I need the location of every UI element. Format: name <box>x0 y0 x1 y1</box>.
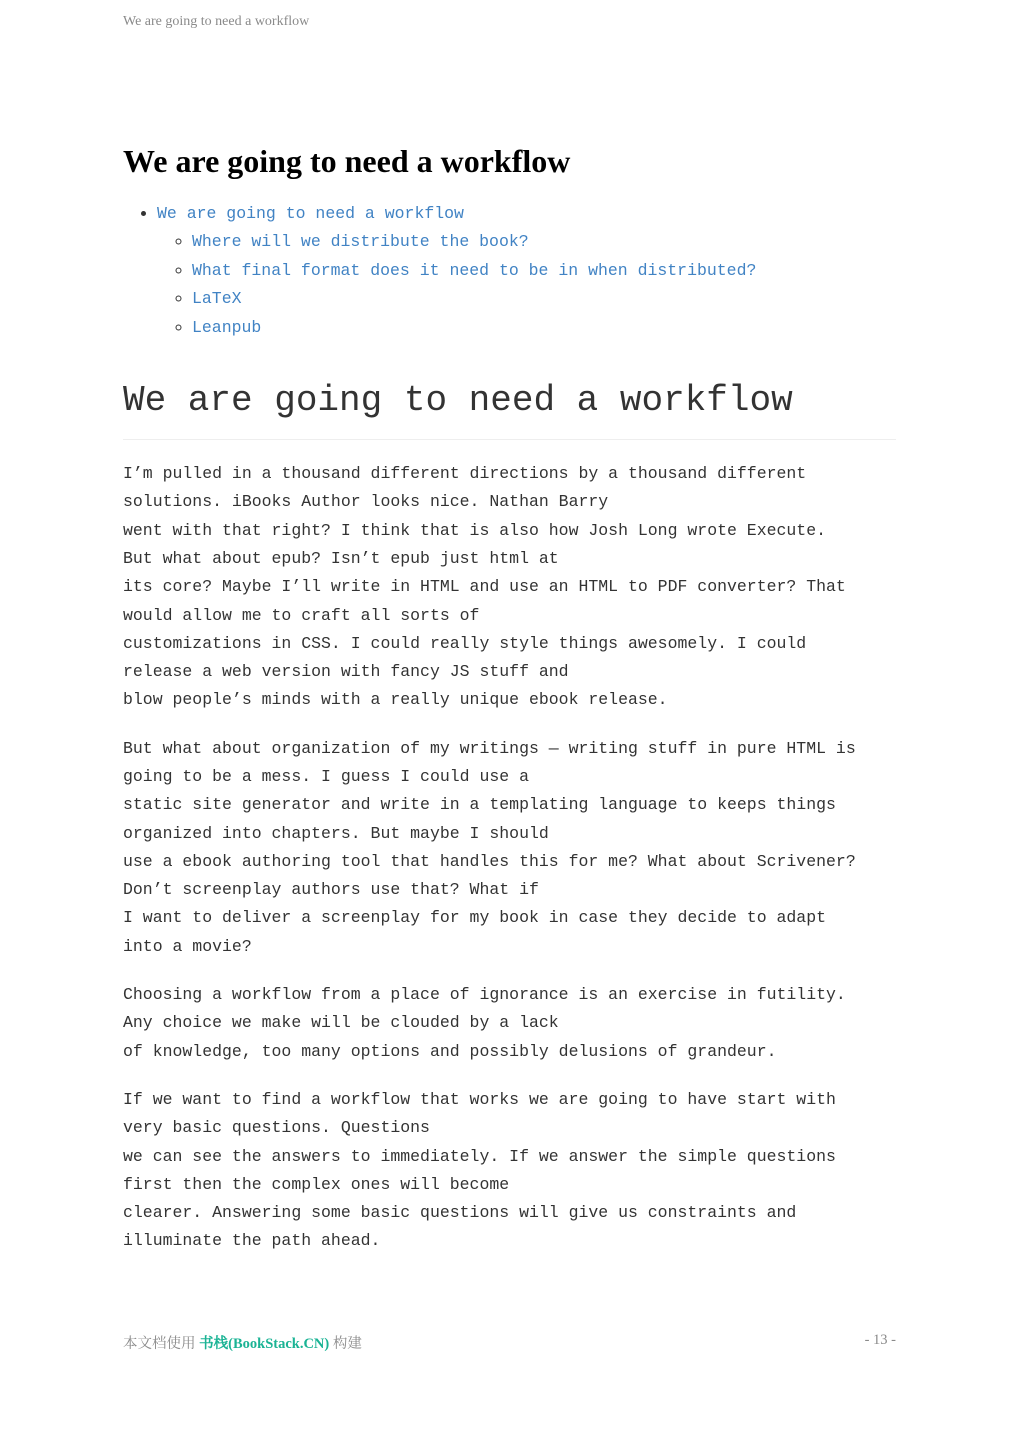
toc-link-final-format[interactable]: What final format does it need to be in when distributed? <box>192 260 757 280</box>
toc-link-leanpub[interactable]: Leanpub <box>192 317 262 337</box>
text-line: But what about organization of my writings — writing stuff in pure HTML is <box>123 738 856 758</box>
toc-subitem <box>192 228 896 256</box>
text-line: into a movie? <box>123 936 252 956</box>
running-header: We are going to need a workflow <box>123 14 310 29</box>
toc-subitem <box>192 257 896 285</box>
paragraph-1 <box>123 460 896 715</box>
text-line: I want to deliver a screenplay for my book in case they decide to adapt <box>123 908 827 928</box>
text-line: If we want to find a workflow that works we are going to have start with <box>123 1089 836 1109</box>
toc-sublist <box>157 228 896 342</box>
toc-subitem <box>192 314 896 342</box>
text-line: use a ebook authoring tool that handles this for me? What about Scrivener? <box>123 851 856 871</box>
text-line: first then the complex ones will become <box>123 1174 510 1194</box>
text-line: static site generator and write in a templating language to keeps things <box>123 795 836 815</box>
text-line: clearer. Answering some basic questions will give us constraints and <box>123 1203 797 1223</box>
table-of-contents <box>123 200 896 342</box>
text-line: But what about epub? Isn’t epub just html at <box>123 548 559 568</box>
toc-subitem <box>192 285 896 313</box>
footer-credit <box>123 1332 362 1353</box>
text-line: organized into chapters. But maybe I should <box>123 823 549 843</box>
text-line: went with that right? I think that is also how Josh Long wrote Execute. <box>123 520 827 540</box>
paragraph-2 <box>123 735 896 961</box>
text-line: its core? Maybe I’ll write in HTML and use an HTML to PDF converter? That <box>123 577 846 597</box>
toc-item <box>157 200 896 342</box>
text-line: illuminate the path ahead. <box>123 1231 381 1251</box>
text-line: would allow me to craft all sorts of <box>123 605 480 625</box>
text-line: blow people’s minds with a really unique ebook release. <box>123 690 668 710</box>
footer-suffix: 构建 <box>329 1336 362 1352</box>
toc-title: We are going to need a workflow <box>123 143 571 179</box>
text-line: Don’t screenplay authors use that? What if <box>123 880 539 900</box>
paragraph-3 <box>123 981 896 1066</box>
page-content <box>123 140 896 1256</box>
footer-brand-link[interactable]: 书栈(BookStack.CN) <box>199 1336 330 1352</box>
toc-link-workflow[interactable]: We are going to need a workflow <box>157 204 464 223</box>
text-line: customizations in CSS. I could really style things awesomely. I could <box>123 633 807 653</box>
footer-prefix: 本文档使用 <box>123 1336 200 1352</box>
text-line: solutions. iBooks Author looks nice. Nathan Barry <box>123 492 609 512</box>
text-line: I’m pulled in a thousand different directions by a thousand different <box>123 464 807 484</box>
text-line: of knowledge, too many options and possibly delusions of grandeur. <box>123 1041 777 1061</box>
paragraph-4 <box>123 1086 896 1256</box>
text-line: Any choice we make will be clouded by a lack <box>123 1013 559 1033</box>
toc-link-latex[interactable]: LaTeX <box>192 289 242 309</box>
section-heading: We are going to need a workflow <box>123 375 896 440</box>
toc-link-distribute[interactable]: Where will we distribute the book? <box>192 232 529 252</box>
text-line: Choosing a workflow from a place of ignorance is an exercise in futility. <box>123 985 846 1005</box>
text-line: we can see the answers to immediately. If we answer the simple questions <box>123 1146 836 1166</box>
page-number: - 13 - <box>864 1332 896 1348</box>
text-line: going to be a mess. I guess I could use a <box>123 767 529 786</box>
text-line: very basic questions. Questions <box>123 1118 430 1138</box>
text-line: release a web version with fancy JS stuff and <box>123 662 569 682</box>
